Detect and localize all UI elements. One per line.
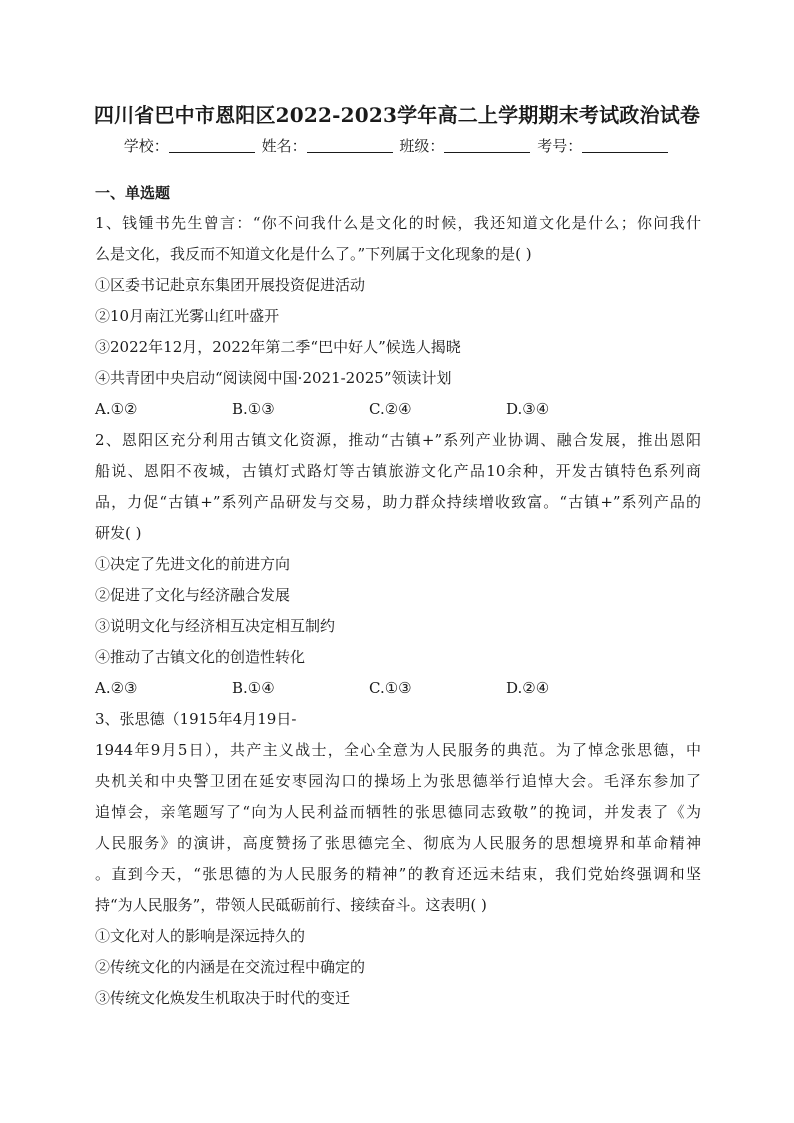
question-stem-line: 1、钱锺书先生曾言：“你不问我什么是文化的时候，我还知道文化是什么；你问我什 [95,214,701,232]
option-a[interactable]: A.②③ [95,679,138,697]
option-c[interactable]: C.②④ [369,400,412,418]
exam-content [95,180,701,1014]
student-info-row [0,135,794,156]
question-stem-line: 追悼会，亲笔题写了“向为人民利益而牺牲的张思德同志致敬”的挽词，并发表了《为 [95,803,701,821]
question-stem-line: 人民服务》的演讲，高度赞扬了张思德完全、彻底为人民服务的思想境界和革命精神 [95,834,701,852]
question-stem-line: 。直到今天，“张思德的为人民服务的精神”的教育还远未结束，我们党始终强调和坚 [95,865,701,883]
answer-options [95,673,701,704]
statement-item: ④推动了古镇文化的创造性转化 [95,648,306,666]
statement-item: ③说明文化与经济相互决定相互制约 [95,617,336,635]
number-label: 考号： [537,137,583,155]
question-1 [95,208,701,425]
statement-item: ④共青团中央启动“阅读阅中国·2021-2025”领读计划 [95,369,452,387]
option-b[interactable]: B.①③ [232,400,275,418]
option-d[interactable]: D.②④ [506,679,550,697]
option-a[interactable]: A.①② [95,400,138,418]
page-title: 四川省巴中市恩阳区2022-2023学年高二上学期期末考试政治试卷 [93,103,701,127]
statement-item: ③传统文化焕发生机取决于时代的变迁 [95,989,351,1007]
question-2 [95,425,701,704]
question-stem-line: 船说、恩阳不夜城，古镇灯式路灯等古镇旅游文化产品10余种，开发古镇特色系列商 [95,462,701,480]
name-blank[interactable] [307,138,393,153]
class-blank[interactable] [444,138,530,153]
class-label: 班级： [399,137,445,155]
option-c[interactable]: C.①③ [369,679,412,697]
option-d[interactable]: D.③④ [506,400,550,418]
statement-item: ②传统文化的内涵是在交流过程中确定的 [95,958,366,976]
school-label: 学校： [123,137,169,155]
statement-item: ①文化对人的影响是深远持久的 [95,927,306,945]
question-stem-line: 3、张思德（1915年4月19日- [95,710,297,728]
number-blank[interactable] [582,138,668,153]
question-stem-line: 持“为人民服务”，带领人民砥砺前行、接续奋斗。这表明( ) [95,896,487,914]
school-blank[interactable] [169,138,255,153]
question-stem-line: 2、恩阳区充分利用古镇文化资源，推动“古镇+”系列产业协调、融合发展，推出恩阳 [95,431,701,449]
statement-item: ③2022年12月，2022年第二季“巴中好人”候选人揭晓 [95,338,461,356]
name-label: 姓名： [261,137,307,155]
question-stem-line: 么是文化，我反而不知道文化是什么了。”下列属于文化现象的是( ) [95,245,532,263]
statement-item: ①区委书记赴京东集团开展投资促进活动 [95,276,366,294]
statement-item: ②10月南江光雾山红叶盛开 [95,307,280,325]
question-stem-line: 研发( ) [95,524,142,542]
question-stem-line: 央机关和中央警卫团在延安枣园沟口的操场上为张思德举行追悼大会。毛泽东参加了 [95,772,701,790]
question-stem-line: 1944年9月5日），共产主义战士，全心全意为人民服务的典范。为了悼念张思德，中 [95,741,701,759]
statement-item: ②促进了文化与经济融合发展 [95,586,291,604]
statement-item: ①决定了先进文化的前进方向 [95,555,291,573]
answer-options [95,394,701,425]
question-3 [95,704,701,1014]
section-title: 一、单选题 [95,184,171,202]
option-b[interactable]: B.①④ [232,679,275,697]
question-stem-line: 品，力促“古镇+”系列产品研发与交易，助力群众持续增收致富。“古镇+”系列产品的 [95,493,701,511]
